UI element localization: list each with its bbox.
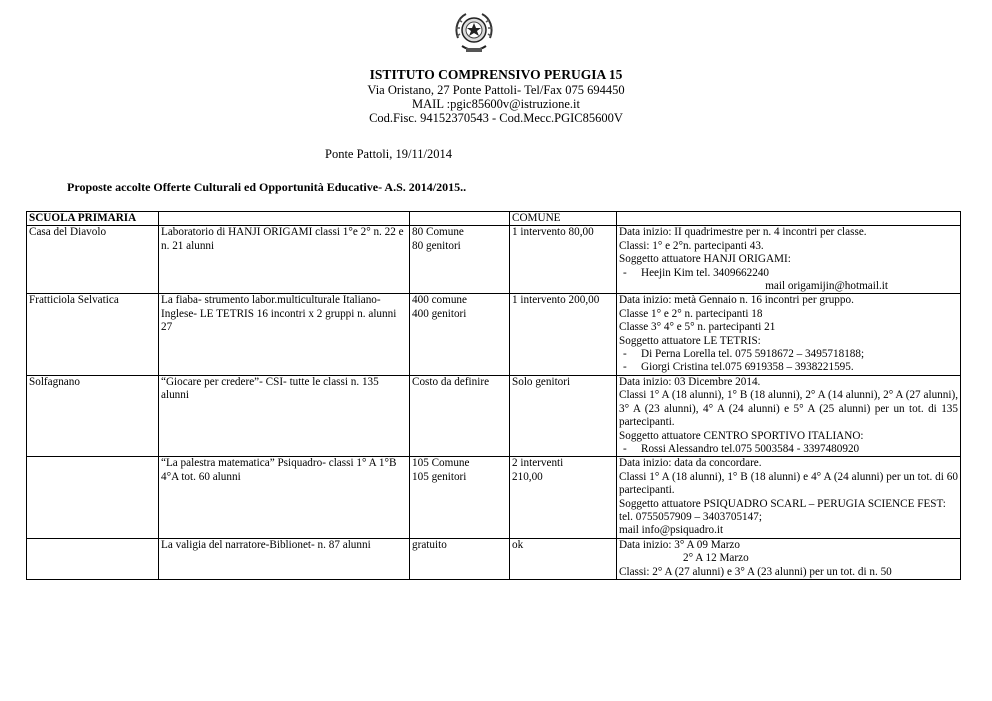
activity-cell: La fiaba- strumento labor.multiculturale Italiano-Inglese- LE TETRIS 16 incontri x 2 gruppi n. alunni 27	[159, 294, 410, 375]
details-line: Data inizio: 03 Dicembre 2014.	[619, 375, 761, 388]
details-line: mail origamijin@hotmail.it	[765, 280, 888, 293]
cost-line: gratuito	[412, 538, 447, 551]
activity-cell: “Giocare per credere”- CSI- tutte le classi n. 135 alunni	[159, 375, 410, 456]
details-line: Classi: 2° A (27 alunni) e 3° A (23 alunni) per un tot. di n. 50	[619, 565, 892, 578]
header-details	[617, 212, 961, 226]
details-cell	[617, 226, 961, 294]
institute-codes: Cod.Fisc. 94152370543 - Cod.Mecc.PGIC85600V	[369, 111, 623, 125]
comune-line: 2 interventi	[512, 457, 564, 470]
cost-cell	[410, 457, 510, 538]
details-line: 2° A 12 Marzo	[683, 552, 749, 565]
comune-cell	[510, 294, 617, 375]
details-cell	[617, 375, 961, 456]
school-cell: Fratticiola Selvatica	[27, 294, 159, 375]
cost-line: Costo da definire	[412, 375, 490, 388]
header-school: SCUOLA PRIMARIA	[27, 212, 159, 226]
details-line: Classi: 1° e 2°n. partecipanti 43.	[619, 239, 764, 252]
institute-mail: MAIL :pgic85600v@istruzione.it	[412, 97, 580, 111]
school-cell	[27, 538, 159, 579]
details-line: Soggetto attuatore HANJI ORIGAMI:	[619, 253, 791, 266]
details-line: Data inizio: II quadrimestre per n. 4 incontri per classe.	[619, 226, 867, 239]
table-row	[27, 226, 961, 294]
details-cell	[617, 294, 961, 375]
comune-line: 1 intervento 200,00	[512, 294, 600, 307]
cost-cell	[410, 226, 510, 294]
table-header-row	[27, 212, 961, 226]
comune-cell	[510, 375, 617, 456]
document-date: Ponte Pattoli, 19/11/2014	[325, 147, 452, 161]
details-cell	[617, 457, 961, 538]
comune-line: 1 intervento 80,00	[512, 226, 594, 239]
details-line: mail info@psiquadro.it	[619, 524, 724, 537]
details-line: Soggetto attuatore PSIQUADRO SCARL – PERUGIA SCIENCE FEST:	[619, 497, 946, 510]
comune-cell	[510, 538, 617, 579]
details-line: Soggetto attuatore CENTRO SPORTIVO ITALIANO:	[619, 429, 864, 442]
school-cell	[27, 457, 159, 538]
cost-line: 400 comune	[412, 294, 467, 307]
republic-emblem-icon	[452, 8, 496, 56]
table-row	[27, 457, 961, 538]
header-activity	[159, 212, 410, 226]
comune-line: Solo genitori	[512, 375, 571, 388]
school-cell: Solfagnano	[27, 375, 159, 456]
table-row	[27, 538, 961, 579]
details-line: Classe 1° e 2° n. partecipanti 18	[619, 307, 763, 320]
details-line: Data inizio: 3° A 09 Marzo	[619, 538, 740, 551]
cost-cell	[410, 294, 510, 375]
activity-cell: Laboratorio di HANJI ORIGAMI classi 1°e 2° n. 22 e n. 21 alunni	[159, 226, 410, 294]
cost-line: 80 Comune	[412, 226, 464, 239]
details-line: - Heejin Kim tel. 3409662240	[619, 267, 958, 280]
details-line: - Di Perna Lorella tel. 075 5918672 – 3495718188;	[619, 348, 958, 361]
details-line: Soggetto attuatore LE TETRIS:	[619, 334, 761, 347]
details-line: tel. 0755057909 – 3403705147;	[619, 510, 762, 523]
document-subject: Proposte accolte Offerte Culturali ed Opportunità Educative- A.S. 2014/2015..	[67, 180, 467, 194]
table-row	[27, 375, 961, 456]
comune-line: 210,00	[512, 470, 543, 483]
comune-cell	[510, 457, 617, 538]
activity-cell: La valigia del narratore-Biblionet- n. 87 alunni	[159, 538, 410, 579]
cost-line: 105 Comune	[412, 457, 470, 470]
institute-name: ISTITUTO COMPRENSIVO PERUGIA 15	[369, 67, 623, 82]
activity-cell: “La palestra matematica” Psiquadro- classi 1° A 1°B 4°A tot. 60 alunni	[159, 457, 410, 538]
details-line: Data inizio: data da concordare.	[619, 457, 762, 470]
header-cost	[410, 212, 510, 226]
details-line: Data inizio: metà Gennaio n. 16 incontri per gruppo.	[619, 294, 854, 307]
cost-line: 400 genitori	[412, 307, 467, 320]
details-line: - Rossi Alessandro tel.075 5003584 - 3397480920	[619, 443, 958, 456]
details-line: - Giorgi Cristina tel.075 6919358 – 3938221595.	[619, 361, 958, 374]
cost-cell	[410, 538, 510, 579]
details-line: Classe 3° 4° e 5° n. partecipanti 21	[619, 321, 776, 334]
school-cell: Casa del Diavolo	[27, 226, 159, 294]
cost-line: 80 genitori	[412, 239, 461, 252]
institute-address: Via Oristano, 27 Ponte Pattoli- Tel/Fax 075 694450	[367, 83, 625, 97]
offers-table	[26, 211, 961, 580]
cost-line: 105 genitori	[412, 470, 467, 483]
details-line: Classi 1° A (18 alunni), 1° B (18 alunni), 2° A (14 alunni), 2° A (27 alunni), 3° A (23 alunni), 4° A (24 alunni) e 5° A (25 alunni) per un tot. di 135 partecipanti.	[619, 389, 958, 429]
details-cell	[617, 538, 961, 579]
comune-cell	[510, 226, 617, 294]
details-line: Classi 1° A (18 alunni), 1° B (18 alunni) e 4° A (24 alunni) per un tot. di 60 partecipanti.	[619, 470, 958, 497]
comune-line: ok	[512, 538, 524, 551]
header-comune: COMUNE	[510, 212, 617, 226]
cost-cell	[410, 375, 510, 456]
table-row	[27, 294, 961, 375]
